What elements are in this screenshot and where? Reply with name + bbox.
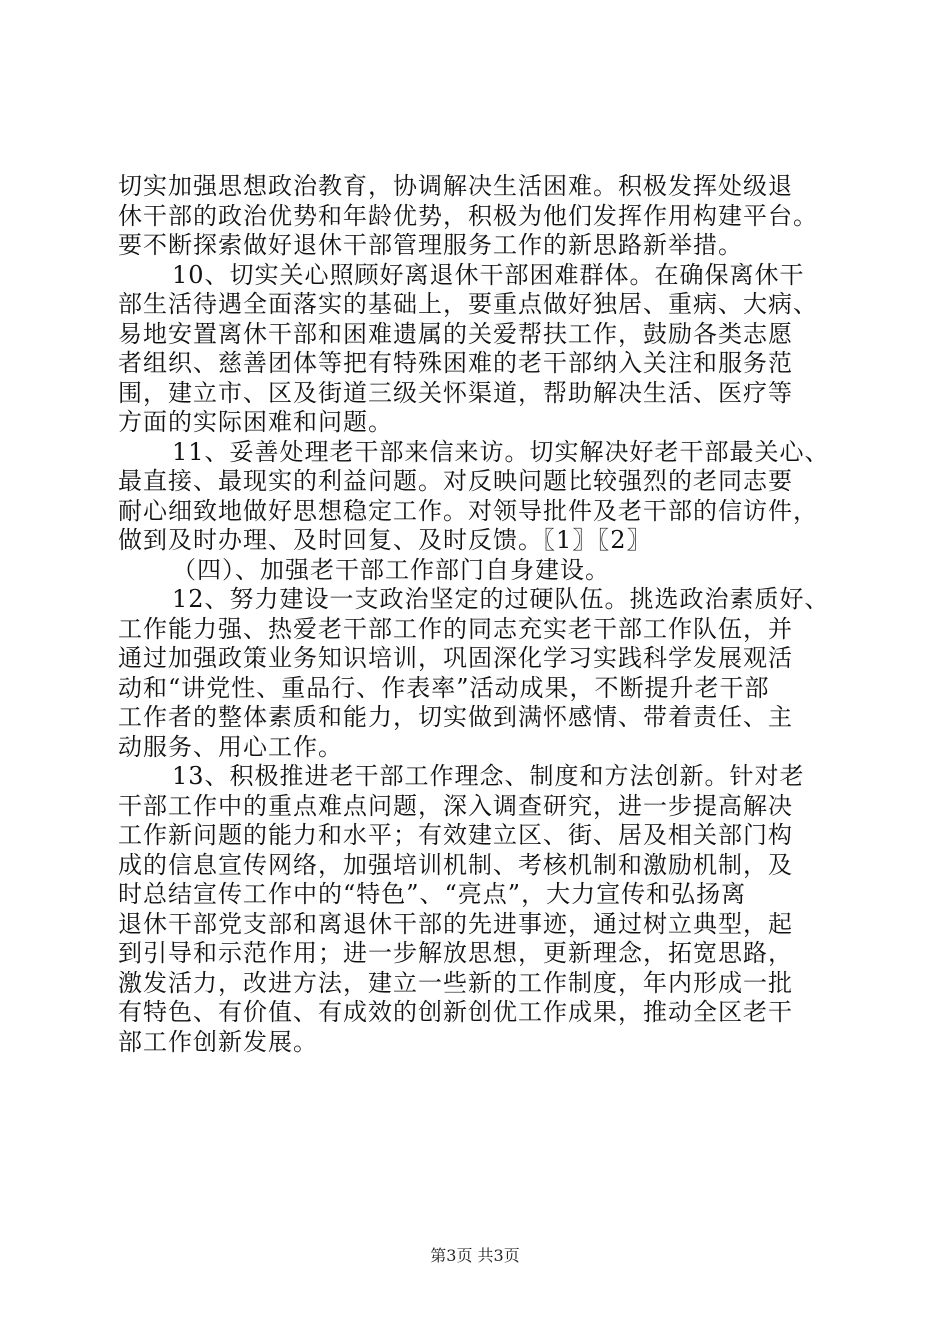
text-line: 有特色、有价值、有成效的创新创优工作成果，推动全区老干 xyxy=(118,998,793,1026)
text-line: 时总结宣传工作中的“特色”、“亮点”，大力宣传和弘扬离 xyxy=(118,880,747,908)
text-line: 干部工作中的重点难点问题，深入调查研究，进一步提高解决 xyxy=(118,791,793,820)
text-line: 工作新问题的能力和水平；有效建立区、街、居及相关部门构 xyxy=(118,821,793,849)
text-line: 部工作创新发展。 xyxy=(118,1027,318,1056)
text-line: 切实加强思想政治教育，协调解决生活困难。积极发挥处级退 xyxy=(118,172,793,200)
text-line: 工作者的整体素质和能力，切实做到满怀感情、带着责任、主 xyxy=(118,703,793,731)
text-line: 动和“讲党性、重品行、作表率”活动成果，不断提升老干部 xyxy=(118,673,770,702)
paragraph-11-start: 11、妥善处理老干部来信来访。切实解决好老干部最关心、 xyxy=(172,437,830,466)
text-line: 最直接、最现实的利益问题。对反映问题比较强烈的老同志要 xyxy=(118,467,793,495)
text-line: 通过加强政策业务知识培训，巩固深化学习实践科学发展观活 xyxy=(118,644,793,672)
text-line: 易地安置离休干部和困难遗属的关爱帮扶工作，鼓励各类志愿 xyxy=(118,319,793,348)
text-line: 者组织、慈善团体等把有特殊困难的老干部纳入关注和服务范 xyxy=(118,349,793,377)
text-line: 退休干部党支部和离退休干部的先进事迹，通过树立典型，起 xyxy=(118,909,793,938)
text-line: 工作能力强、热爱老干部工作的同志充实老干部工作队伍，并 xyxy=(118,614,793,643)
document-body xyxy=(118,172,858,1057)
text-line: 动服务、用心工作。 xyxy=(118,732,343,761)
section-heading: （四）、加强老干部工作部门自身建设。 xyxy=(172,555,610,584)
text-line: 到引导和示范作用；进一步解放思想，更新理念，拓宽思路， xyxy=(118,939,793,967)
text-line: 耐心细致地做好思想稳定工作。对领导批件及老干部的信访件， xyxy=(118,496,818,525)
paragraph-13-start: 13、积极推进老干部工作理念、制度和方法创新。针对老 xyxy=(172,762,805,790)
text-line: 方面的实际困难和问题。 xyxy=(118,408,393,436)
text-line: 围，建立市、区及街道三级关怀渠道，帮助解决生活、医疗等 xyxy=(118,378,793,407)
text-line: 要不断探索做好退休干部管理服务工作的新思路新举措。 xyxy=(118,231,743,259)
text-line: 成的信息宣传网络，加强培训机制、考核机制和激励机制，及 xyxy=(118,850,793,879)
text-line: 部生活待遇全面落实的基础上，要重点做好独居、重病、大病、 xyxy=(118,290,818,318)
page-number-footer: 第3页 共3页 xyxy=(430,1246,520,1265)
text-line: 休干部的政治优势和年龄优势，积极为他们发挥作用构建平台。 xyxy=(118,201,818,230)
text-line: 激发活力，改进方法，建立一些新的工作制度，年内形成一批 xyxy=(118,968,793,997)
text-line: 做到及时办理、及时回复、及时反馈。〖1〗〖2〗 xyxy=(118,526,652,554)
paragraph-10-start: 10、切实关心照顾好离退休干部困难群体。在确保离休干 xyxy=(172,260,805,289)
paragraph-12-start: 12、努力建设一支政治坚定的过硬队伍。挑选政治素质好、 xyxy=(172,585,830,613)
